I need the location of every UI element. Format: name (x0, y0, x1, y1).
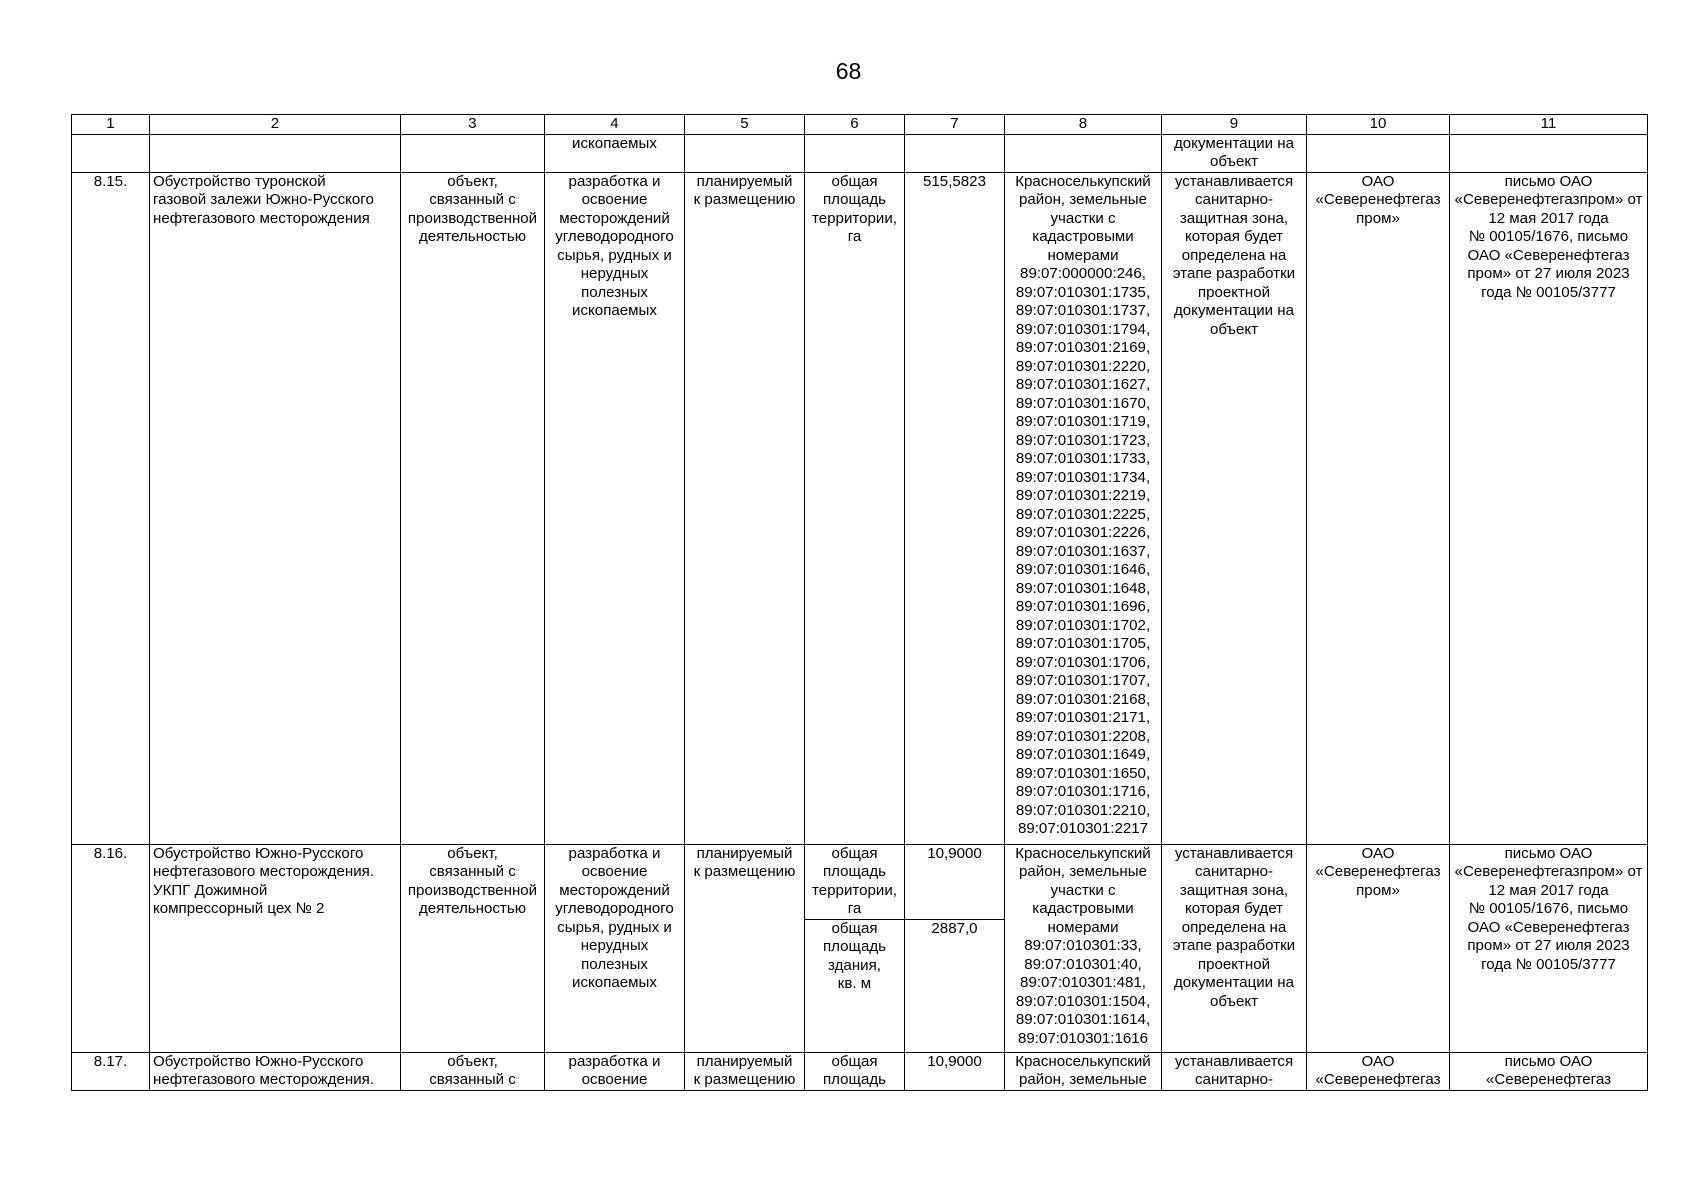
purpose-cell: разработка и освоение месторождений углеводородного сырья, рудных и нерудных полезных ископаемых (545, 844, 685, 1052)
column-number-cell: 1 (72, 115, 150, 135)
location-cell: Красноселькупский район, земельные участки с кадастровыми номерами 89:07:000000:246, 89:07:010301:1735, 89:07:010301:1737, 89:07:010301:1794, 89:07:010301:2169, 89:07:010301:2220, 89:07:010301:1627, 89:07:010301:1670, 89:07:010301:1719, 89:07:010301:1723, 89:07:010301:1733, 89:07:010301:1734, 89:07:010301:2219, 89:07:010301:2225, 89:07:010301:2226, 89:07:010301:1637, 89:07:010301:1646, 89:07:010301:1648, 89:07:010301:1696, 89:07:010301:1702, 89:07:010301:1705, 89:07:010301:1706, 89:07:010301:1707, 89:07:010301:2168, 89:07:010301:2171, 89:07:010301:2208, 89:07:010301:1649, 89:07:010301:1650, 89:07:010301:1716, 89:07:010301:2210, 89:07:010301:2217 (1005, 172, 1162, 844)
column-number-cell: 5 (685, 115, 805, 135)
characteristic-label-cell: общая площадь (805, 1052, 905, 1090)
table-row (72, 172, 1648, 844)
basis-cell: письмо ОАО «Северенефтегаз (1450, 1052, 1648, 1090)
object-name-cell: Обустройство Южно-Русского нефтегазового месторождения. (150, 1052, 401, 1090)
continuation-row (72, 134, 1648, 172)
zone-cell: устанавливается санитарно- защитная зона, которая будет определена на этапе разработки проектной документации на объект (1162, 844, 1307, 1052)
location-cell: Красноселькупский район, земельные участки с кадастровыми номерами 89:07:010301:33, 89:07:010301:40, 89:07:010301:481, 89:07:010301:1504, 89:07:010301:1614, 89:07:010301:1616 (1005, 844, 1162, 1052)
table-cell (150, 134, 401, 172)
column-number-row (72, 115, 1648, 135)
row-number-cell: 8.16. (72, 844, 150, 1052)
characteristic-label-cell: общая площадь территории, га (805, 172, 905, 844)
column-number-cell: 4 (545, 115, 685, 135)
column-number-cell: 10 (1307, 115, 1450, 135)
territorial-planning-table (71, 114, 1648, 1091)
table-cell (685, 134, 805, 172)
table-cell (1307, 134, 1450, 172)
table-row (72, 844, 1648, 919)
column-number-cell: 7 (905, 115, 1005, 135)
row-number-cell: 8.17. (72, 1052, 150, 1090)
status-cell: планируемый к размещению (685, 1052, 805, 1090)
column-number-cell: 8 (1005, 115, 1162, 135)
object-name-cell: Обустройство туронской газовой залежи Южно-Русского нефтегазового месторождения (150, 172, 401, 844)
characteristic-value-cell: 515,5823 (905, 172, 1005, 844)
table-cell (72, 134, 150, 172)
object-type-cell: объект, связанный с производственной деятельностью (401, 844, 545, 1052)
characteristic-label-cell: общая площадь здания, кв. м (805, 919, 905, 1052)
column-number-cell: 6 (805, 115, 905, 135)
zone-cell: документации на объект (1162, 134, 1307, 172)
location-cell: Красноселькупский район, земельные (1005, 1052, 1162, 1090)
object-type-cell: объект, связанный с (401, 1052, 545, 1090)
owner-cell: ОАО «Северенефтегаз пром» (1307, 844, 1450, 1052)
characteristic-label-cell: общая площадь территории, га (805, 844, 905, 919)
characteristic-value-cell: 10,9000 (905, 844, 1005, 919)
status-cell: планируемый к размещению (685, 172, 805, 844)
column-number-cell: 3 (401, 115, 545, 135)
owner-cell: ОАО «Северенефтегаз пром» (1307, 172, 1450, 844)
basis-cell: письмо ОАО «Северенефтегазпром» от 12 мая 2017 года № 00105/1676, письмо ОАО «Северенефтегаз пром» от 27 июля 2023 года № 00105/3777 (1450, 172, 1648, 844)
owner-cell: ОАО «Северенефтегаз (1307, 1052, 1450, 1090)
table-cell (401, 134, 545, 172)
purpose-cell: разработка и освоение месторождений углеводородного сырья, рудных и нерудных полезных ископаемых (545, 172, 685, 844)
table-cell (805, 134, 905, 172)
object-name-cell: Обустройство Южно-Русского нефтегазового месторождения. УКПГ Дожимной компрессорный цех № 2 (150, 844, 401, 1052)
table-cell (1450, 134, 1648, 172)
column-number-cell: 2 (150, 115, 401, 135)
characteristic-value-cell: 2887,0 (905, 919, 1005, 1052)
object-type-cell: объект, связанный с производственной деятельностью (401, 172, 545, 844)
basis-cell: письмо ОАО «Северенефтегазпром» от 12 мая 2017 года № 00105/1676, письмо ОАО «Северенефтегаз пром» от 27 июля 2023 года № 00105/3777 (1450, 844, 1648, 1052)
table-cell (1005, 134, 1162, 172)
row-number-cell: 8.15. (72, 172, 150, 844)
table-cell (905, 134, 1005, 172)
table-row (72, 1052, 1648, 1090)
status-cell: планируемый к размещению (685, 844, 805, 1052)
zone-cell: устанавливается санитарно- (1162, 1052, 1307, 1090)
column-number-cell: 11 (1450, 115, 1648, 135)
characteristic-value-cell: 10,9000 (905, 1052, 1005, 1090)
page-number: 68 (835, 58, 862, 84)
purpose-cell: ископаемых (545, 134, 685, 172)
zone-cell: устанавливается санитарно- защитная зона, которая будет определена на этапе разработки проектной документации на объект (1162, 172, 1307, 844)
purpose-cell: разработка и освоение (545, 1052, 685, 1090)
column-number-cell: 9 (1162, 115, 1307, 135)
